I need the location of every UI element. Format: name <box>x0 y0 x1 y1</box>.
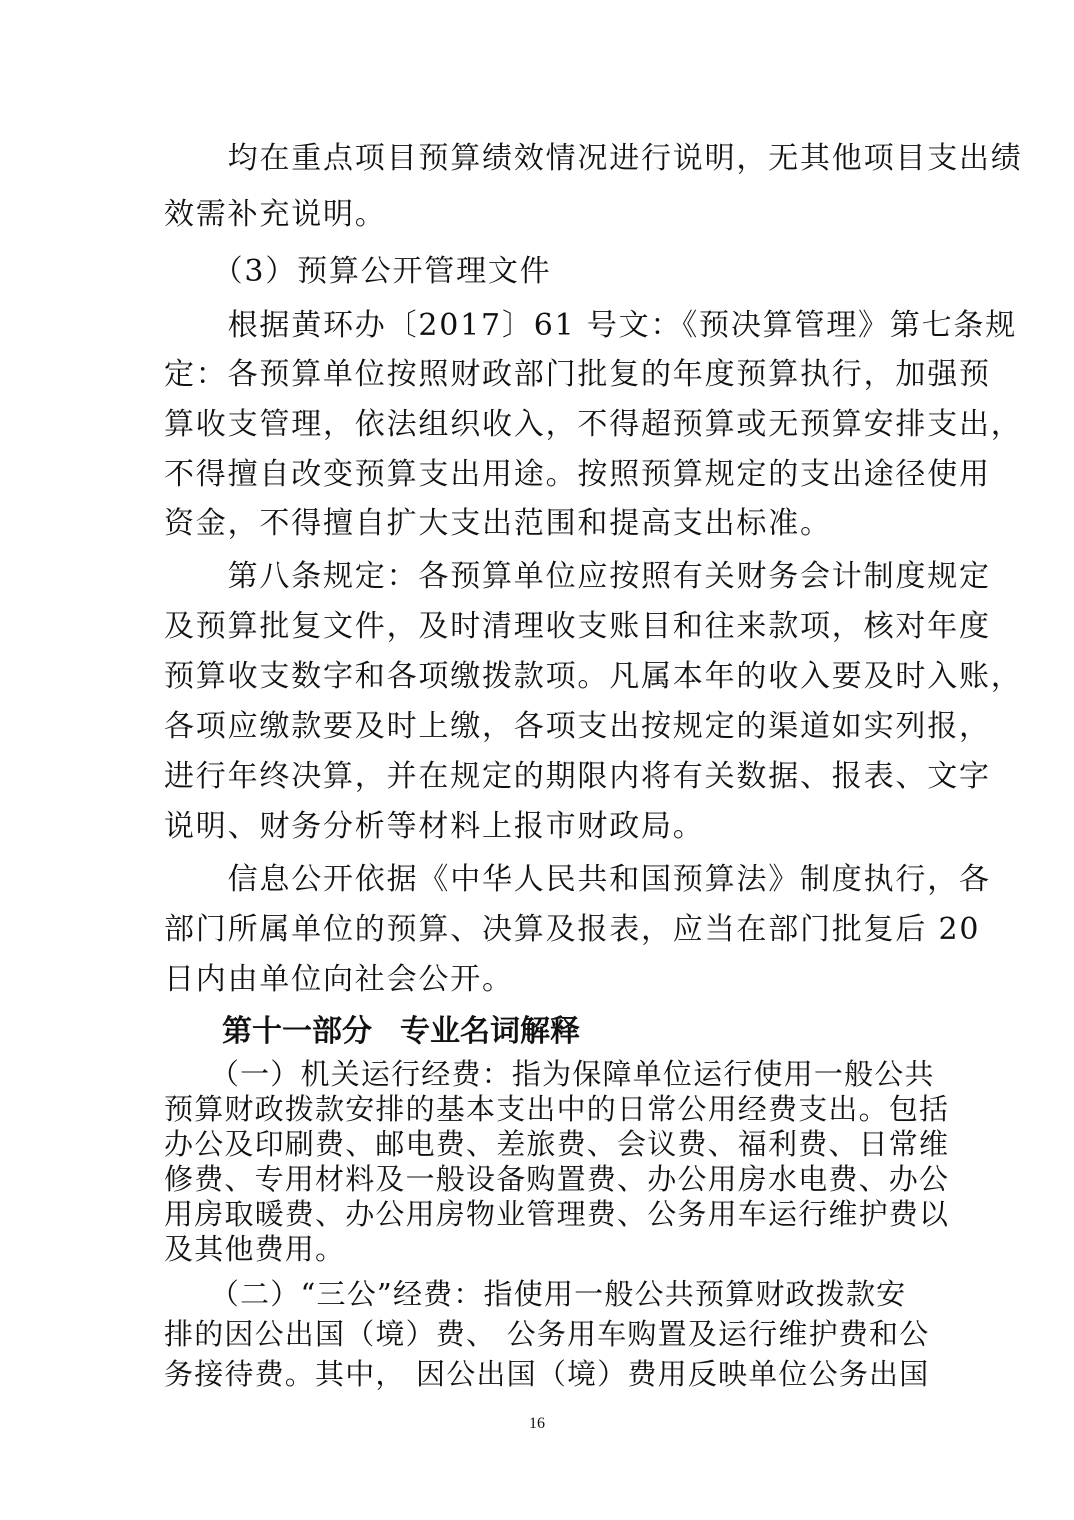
body-text-line: 办公及印刷费、邮电费、差旅费、会议费、福利费、日常维 <box>164 1127 950 1161</box>
body-text-line: 不得擅自改变预算支出用途。按照预算规定的支出途径使用 <box>164 457 991 492</box>
body-text-line: 第八条规定：各预算单位应按照有关财务会计制度规定 <box>164 559 991 594</box>
body-text-line: 各项应缴款要及时上缴，各项支出按规定的渠道如实列报， <box>164 709 991 744</box>
page-number: 16 <box>529 1415 545 1432</box>
body-text-line: 定：各预算单位按照财政部门批复的年度预算执行，加强预 <box>164 357 991 392</box>
body-text-line: 算收支管理，依法组织收入，不得超预算或无预算安排支出， <box>164 407 1023 442</box>
part-heading <box>222 1012 580 1052</box>
body-text-line: 信息公开依据《中华人民共和国预算法》制度执行，各 <box>164 862 991 897</box>
body-text-line: 预算收支数字和各项缴拨款项。凡属本年的收入要及时入账， <box>164 659 1023 694</box>
body-text-line: 部门所属单位的预算、决算及报表，应当在部门批复后 20 <box>164 912 981 947</box>
body-text-line: 资金，不得擅自扩大支出范围和提高支出标准。 <box>164 506 832 541</box>
section-subheading: （3）预算公开管理文件 <box>164 254 552 289</box>
body-text-line: 及预算批复文件，及时清理收支账目和往来款项，核对年度 <box>164 609 991 644</box>
body-text-line: 日内由单位向社会公开。 <box>164 962 514 997</box>
body-text-line: 进行年终决算，并在规定的期限内将有关数据、报表、文字 <box>164 759 991 794</box>
part-number: 第十一部分 <box>222 1014 372 1049</box>
body-text-line: 预算财政拨款安排的基本支出中的日常公用经费支出。包括 <box>164 1092 950 1126</box>
body-text-line: 用房取暖费、办公用房物业管理费、公务用车运行维护费以 <box>164 1197 950 1231</box>
body-text-line: （二）“三公”经费：指使用一般公共预算财政拨款安 <box>164 1277 907 1311</box>
body-text-line: 均在重点项目预算绩效情况进行说明，无其他项目支出绩 <box>164 141 1023 176</box>
body-text-line: 效需补充说明。 <box>164 197 387 232</box>
body-text-line: 说明、财务分析等材料上报市财政局。 <box>164 809 705 844</box>
body-text-line: 及其他费用。 <box>164 1232 346 1266</box>
body-text-line: 修费、专用材料及一般设备购置费、办公用房水电费、办公 <box>164 1162 950 1196</box>
body-text-line: 务接待费。其中， 因公出国（境）费用反映单位公务出国 <box>164 1357 930 1391</box>
body-text-line: （一）机关运行经费：指为保障单位运行使用一般公共 <box>164 1057 935 1091</box>
part-title: 专业名词解释 <box>400 1014 580 1049</box>
body-text-line: 排的因公出国（境）费、 公务用车购置及运行维护费和公 <box>164 1317 930 1351</box>
body-text-line: 根据黄环办〔2017〕61 号文：《预决算管理》第七条规 <box>164 308 1018 343</box>
